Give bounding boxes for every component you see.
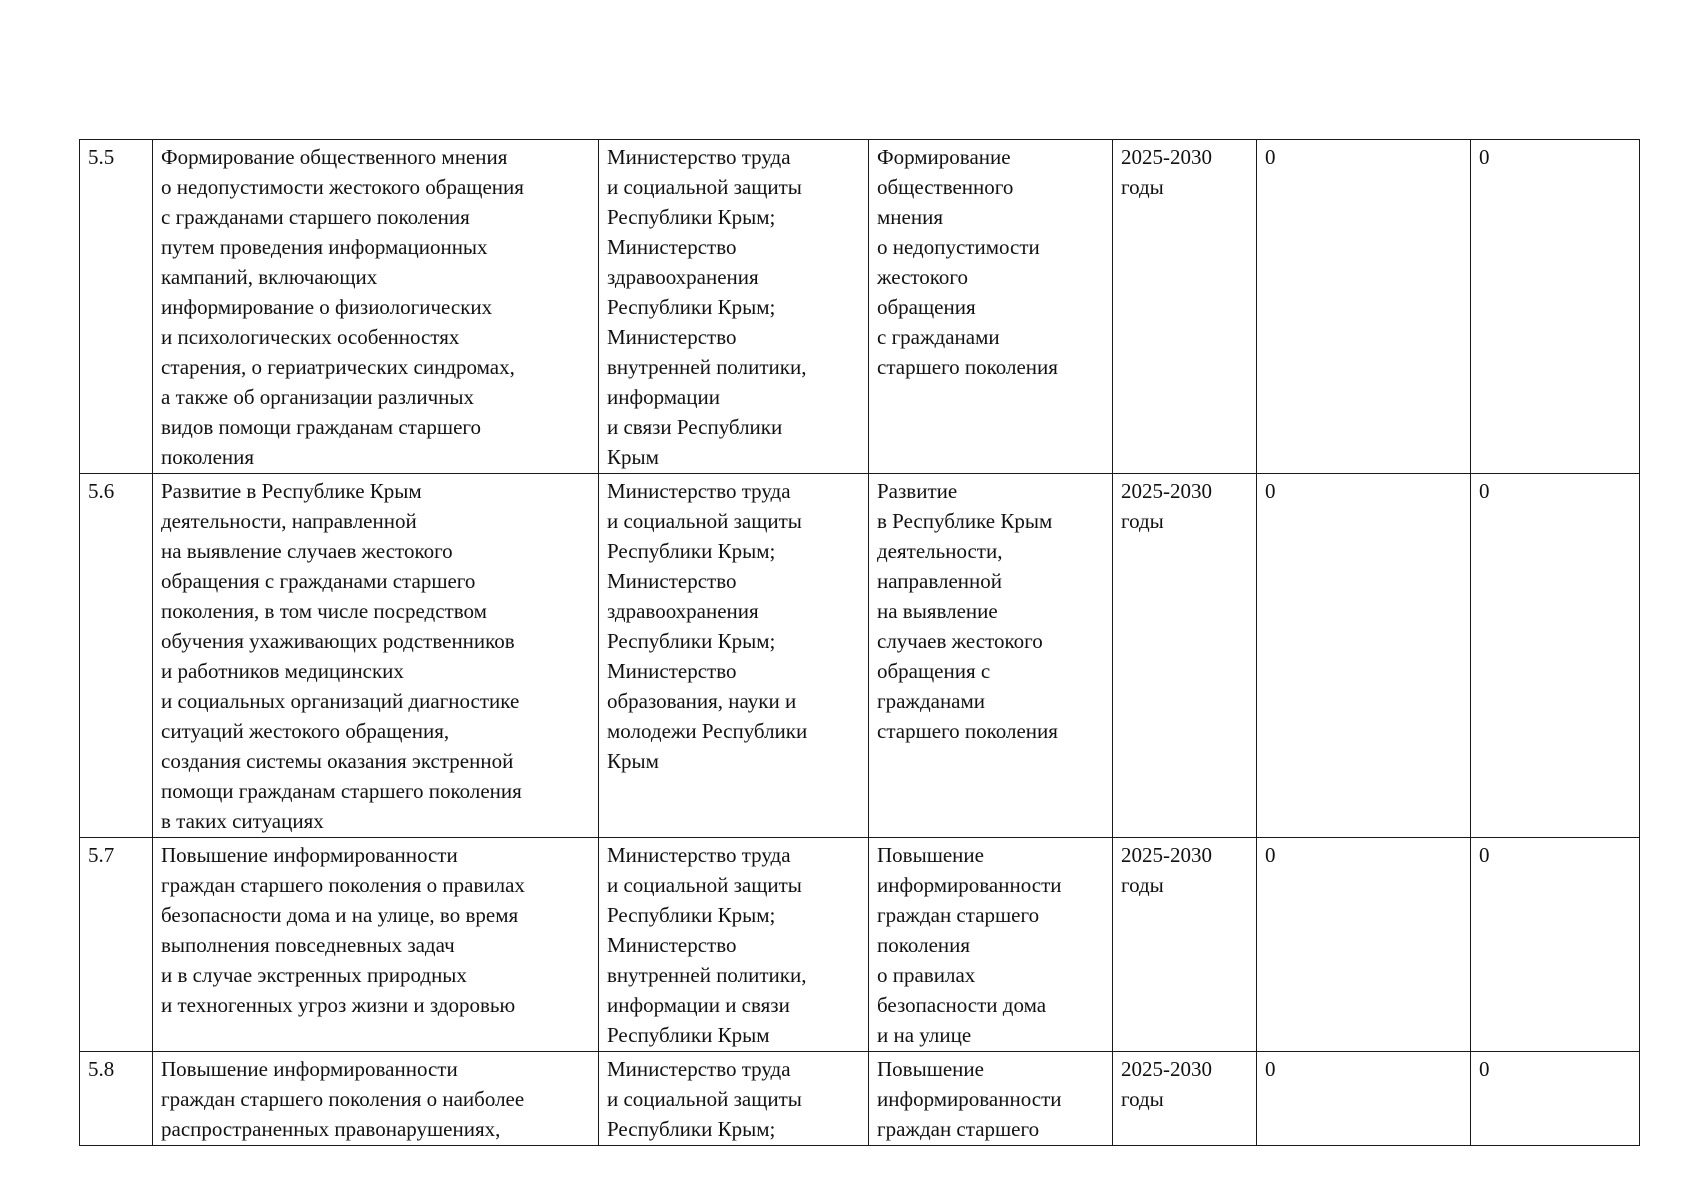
measure-cell-line: поколения: [161, 445, 255, 469]
result-cell-line: направленной: [877, 569, 1002, 593]
value-cell-2: 0: [1471, 838, 1640, 1052]
period-cell: [1113, 1052, 1257, 1146]
result-cell-line: Развитие: [877, 479, 958, 503]
measure-cell-line: Развитие в Республике Крым: [161, 479, 422, 503]
row-number-cell: 5.5: [80, 140, 153, 474]
measure-cell-line: распространенных правонарушениях,: [161, 1117, 501, 1141]
result-cell-line: Повышение: [877, 843, 984, 867]
measure-cell-line: в таких ситуациях: [161, 809, 324, 833]
executors-cell-line: Министерство труда: [607, 843, 791, 867]
executors-cell-line: Республики Крым;: [607, 629, 776, 653]
result-cell: [869, 1052, 1113, 1146]
table-row: [80, 140, 1640, 474]
measure-cell: [153, 474, 599, 838]
result-cell-line: информированности: [877, 873, 1062, 897]
measure-cell-line: Повышение информированности: [161, 1057, 458, 1081]
result-cell-line: обращения: [877, 295, 976, 319]
executors-cell-line: здравоохранения: [607, 599, 759, 623]
value-cell-2: 0: [1471, 474, 1640, 838]
measure-cell-line: и работников медицинских: [161, 659, 404, 683]
period-cell: [1113, 140, 1257, 474]
result-cell-line: Повышение: [877, 1057, 984, 1081]
result-cell-line: старшего поколения: [877, 719, 1058, 743]
executors-cell-line: и связи Республики: [607, 415, 783, 439]
executors-cell-line: внутренней политики,: [607, 963, 807, 987]
executors-cell-line: Республики Крым;: [607, 903, 776, 927]
executors-cell-line: внутренней политики,: [607, 355, 807, 379]
table-row: [80, 838, 1640, 1052]
measure-cell-line: на выявление случаев жестокого: [161, 539, 453, 563]
executors-cell-line: Крым: [607, 749, 659, 773]
value-cell-1: 0: [1257, 474, 1471, 838]
executors-cell-line: молодежи Республики: [607, 719, 808, 743]
measure-cell-line: с гражданами старшего поколения: [161, 205, 470, 229]
executors-cell-line: образования, науки и: [607, 689, 797, 713]
result-cell-line: граждан старшего: [877, 903, 1040, 927]
executors-cell-line: Министерство: [607, 933, 737, 957]
measure-cell-line: информирование о физиологических: [161, 295, 493, 319]
table-row: [80, 1052, 1640, 1146]
result-cell-line: мнения: [877, 205, 943, 229]
result-cell-line: на выявление: [877, 599, 998, 623]
measure-cell-line: и техногенных угроз жизни и здоровью: [161, 993, 516, 1017]
result-cell-line: обращения с: [877, 659, 991, 683]
measure-cell-line: выполнения повседневных задач: [161, 933, 455, 957]
measure-cell-line: а также об организации различных: [161, 385, 475, 409]
executors-cell: [599, 838, 869, 1052]
measure-cell-line: кампаний, включающих: [161, 265, 378, 289]
executors-cell-line: и социальной защиты: [607, 873, 802, 897]
value-cell-2: 0: [1471, 1052, 1640, 1146]
measure-cell-line: Формирование общественного мнения: [161, 145, 508, 169]
executors-cell-line: Министерство: [607, 325, 737, 349]
period-cell-line: годы: [1121, 175, 1164, 199]
executors-cell-line: здравоохранения: [607, 265, 759, 289]
value-cell-1: 0: [1257, 838, 1471, 1052]
result-cell: [869, 838, 1113, 1052]
measure-cell-line: ситуаций жестокого обращения,: [161, 719, 450, 743]
table-row: [80, 474, 1640, 838]
measure-cell-line: обращения с гражданами старшего: [161, 569, 476, 593]
result-cell-line: деятельности,: [877, 539, 1003, 563]
executors-cell-line: Республики Крым;: [607, 295, 776, 319]
measures-table: [79, 139, 1640, 1146]
executors-cell-line: и социальной защиты: [607, 175, 802, 199]
measure-cell-line: и психологических особенностях: [161, 325, 460, 349]
measure-cell-line: старения, о гериатрических синдромах,: [161, 355, 515, 379]
document-page: [79, 139, 1639, 1146]
executors-cell-line: и социальной защиты: [607, 1087, 802, 1111]
result-cell-line: гражданами: [877, 689, 986, 713]
result-cell-line: информированности: [877, 1087, 1062, 1111]
result-cell-line: с гражданами: [877, 325, 1000, 349]
period-cell-line: годы: [1121, 509, 1164, 533]
row-number-cell: 5.6: [80, 474, 153, 838]
period-cell-line: 2025-2030: [1121, 479, 1212, 503]
measure-cell-line: создания системы оказания экстренной: [161, 749, 514, 773]
result-cell-line: старшего поколения: [877, 355, 1058, 379]
executors-cell-line: Крым: [607, 445, 659, 469]
measure-cell-line: помощи гражданам старшего поколения: [161, 779, 522, 803]
executors-cell-line: Министерство: [607, 235, 737, 259]
result-cell-line: о правилах: [877, 963, 976, 987]
executors-cell-line: Республики Крым;: [607, 539, 776, 563]
executors-cell-line: Республики Крым;: [607, 1117, 776, 1141]
measure-cell-line: деятельности, направленной: [161, 509, 417, 533]
executors-cell-line: Министерство: [607, 659, 737, 683]
result-cell-line: в Республике Крым: [877, 509, 1053, 533]
measure-cell-line: Повышение информированности: [161, 843, 458, 867]
value-cell-2: 0: [1471, 140, 1640, 474]
period-cell-line: годы: [1121, 873, 1164, 897]
result-cell-line: Формирование: [877, 145, 1011, 169]
result-cell-line: безопасности дома: [877, 993, 1047, 1017]
result-cell: [869, 140, 1113, 474]
result-cell-line: и на улице: [877, 1023, 972, 1047]
period-cell-line: 2025-2030: [1121, 843, 1212, 867]
measure-cell: [153, 140, 599, 474]
period-cell: [1113, 474, 1257, 838]
result-cell: [869, 474, 1113, 838]
period-cell: [1113, 838, 1257, 1052]
measure-cell-line: и социальных организаций диагностике: [161, 689, 520, 713]
result-cell-line: жестокого: [877, 265, 969, 289]
period-cell-line: 2025-2030: [1121, 1057, 1212, 1081]
executors-cell: [599, 474, 869, 838]
table-body: [80, 140, 1640, 1146]
period-cell-line: 2025-2030: [1121, 145, 1212, 169]
measure-cell-line: поколения, в том числе посредством: [161, 599, 487, 623]
result-cell-line: случаев жестокого: [877, 629, 1043, 653]
measure-cell-line: о недопустимости жестокого обращения: [161, 175, 524, 199]
executors-cell-line: информации: [607, 385, 720, 409]
result-cell-line: общественного: [877, 175, 1014, 199]
executors-cell-line: Министерство труда: [607, 145, 791, 169]
measure-cell-line: путем проведения информационных: [161, 235, 488, 259]
measure-cell: [153, 1052, 599, 1146]
measure-cell-line: и в случае экстренных природных: [161, 963, 467, 987]
row-number-cell: 5.7: [80, 838, 153, 1052]
result-cell-line: граждан старшего: [877, 1117, 1040, 1141]
measure-cell-line: граждан старшего поколения о правилах: [161, 873, 525, 897]
measure-cell-line: видов помощи гражданам старшего: [161, 415, 481, 439]
value-cell-1: 0: [1257, 1052, 1471, 1146]
executors-cell-line: Министерство труда: [607, 1057, 791, 1081]
measure-cell-line: обучения ухаживающих родственников: [161, 629, 515, 653]
period-cell-line: годы: [1121, 1087, 1164, 1111]
measure-cell-line: безопасности дома и на улице, во время: [161, 903, 519, 927]
executors-cell: [599, 140, 869, 474]
result-cell-line: о недопустимости: [877, 235, 1040, 259]
measure-cell-line: граждан старшего поколения о наиболее: [161, 1087, 525, 1111]
executors-cell: [599, 1052, 869, 1146]
measure-cell: [153, 838, 599, 1052]
executors-cell-line: Республики Крым;: [607, 205, 776, 229]
executors-cell-line: информации и связи: [607, 993, 790, 1017]
executors-cell-line: Министерство: [607, 569, 737, 593]
result-cell-line: поколения: [877, 933, 971, 957]
executors-cell-line: и социальной защиты: [607, 509, 802, 533]
executors-cell-line: Республики Крым: [607, 1023, 770, 1047]
executors-cell-line: Министерство труда: [607, 479, 791, 503]
value-cell-1: 0: [1257, 140, 1471, 474]
row-number-cell: 5.8: [80, 1052, 153, 1146]
